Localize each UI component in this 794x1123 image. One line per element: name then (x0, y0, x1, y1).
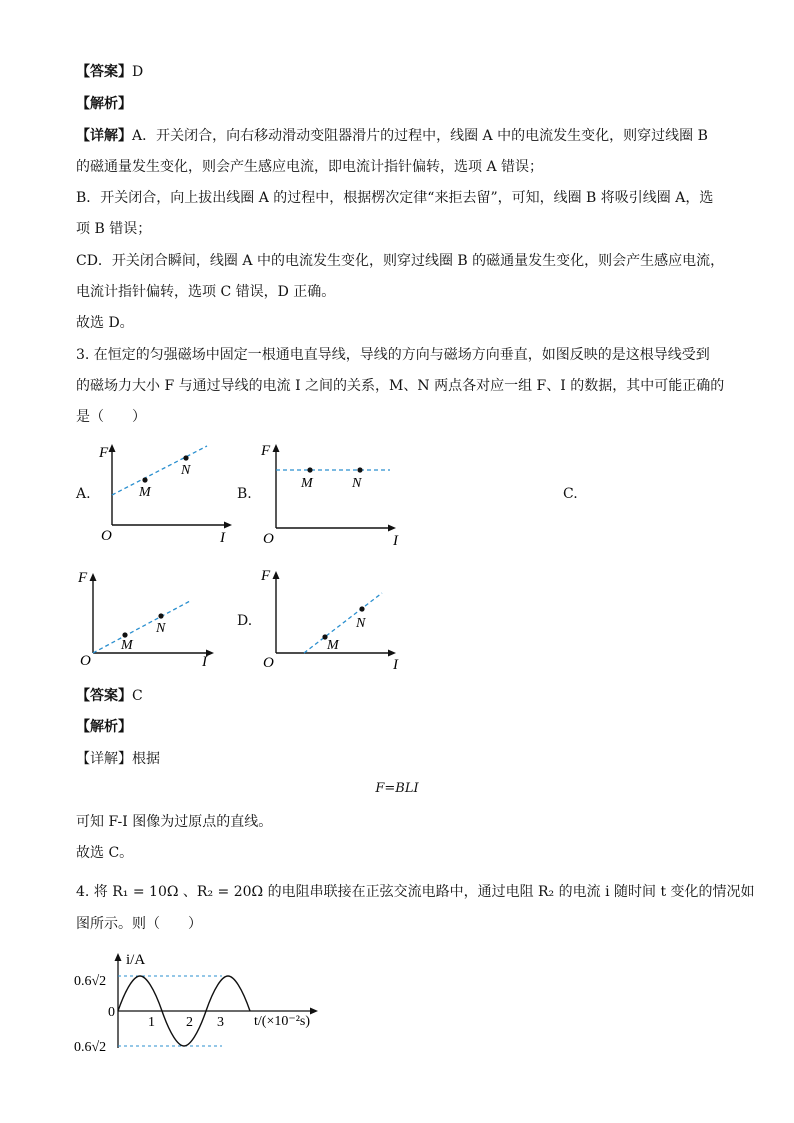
x-axis-label: t/(×10⁻²s) (254, 1014, 311, 1029)
f-axis-label: F (261, 443, 271, 459)
q2-detail-line-6: 电流计指针偏转，选项 C 错误，D 正确。 (76, 284, 336, 300)
x-tick-2: 2 (186, 1015, 193, 1030)
answer-tag: 【答案】 (76, 688, 132, 704)
q2-detail-line-2: 的磁通量发生变化，则会产生感应电流，即电流计指针偏转，选项 A 错误； (76, 159, 544, 175)
n-label: N (156, 621, 166, 636)
graph-a (95, 440, 240, 545)
detail-tag: 【详解】 (76, 128, 132, 144)
q3-stem-1: 3. 在恒定的匀强磁场中固定一根通电直导线，导线的方向与磁场方向垂直，如图反映的是这根导线受到 (76, 347, 710, 363)
i-axis-label: I (393, 657, 398, 673)
q2-text-1: A．开关闭合，向右移动滑动变阻器滑片的过程中，线圈 A 中的电流发生变化，则穿过线圈 B (132, 128, 708, 144)
q3-conclusion: 可知 F-I 图像为过原点的直线。 (76, 814, 273, 830)
y-axis-label: i/A (126, 952, 146, 968)
q2-detail-line-5: CD．开关闭合瞬间，线圈 A 中的电流发生变化，则穿过线圈 B 的磁通量发生变化，则会产生感应电流， (76, 253, 725, 269)
x-tick-1: 1 (148, 1015, 155, 1030)
q2-detail-line-7: 故选 D。 (76, 315, 134, 331)
q3-stem-2: 的磁场力大小 F 与通过导线的电流 I 之间的关系，M、N 两点各对应一组 F、I 的数据，其中可能正确的 (76, 378, 725, 394)
origin-label: O (263, 531, 274, 547)
q2-analysis-heading: 【解析】 (76, 96, 132, 112)
i-axis-label: I (220, 530, 225, 545)
m-label: M (301, 476, 313, 491)
current-time-graph (72, 944, 332, 1056)
q2-detail-line-1 (76, 126, 708, 146)
q3-answer (76, 686, 143, 706)
origin-label: O (80, 653, 91, 669)
origin-label: O (101, 528, 112, 544)
q3-stem-3: 是（ ） (76, 409, 146, 425)
answer-value: C (132, 688, 143, 704)
m-label: M (139, 485, 151, 500)
m-label: M (121, 638, 133, 653)
graph-d (258, 563, 408, 673)
q3-formula: F=BLI (375, 781, 419, 796)
graph-b (258, 438, 408, 550)
option-c-label: C. (563, 486, 578, 502)
f-axis-label: F (99, 445, 109, 461)
y-zero-label: 0 (108, 1005, 115, 1020)
f-axis-label: F (78, 570, 88, 586)
q3-detail: 【详解】根据 (76, 751, 160, 767)
y-top-label: 0.6√2 (74, 974, 107, 989)
graph-c (76, 565, 226, 671)
n-label: N (356, 616, 366, 631)
f-axis-label: F (261, 568, 271, 584)
q3-analysis-heading: 【解析】 (76, 719, 132, 735)
n-label: N (352, 476, 362, 491)
q4-stem-1: 4. 将 R₁ = 10Ω 、R₂ = 20Ω 的电阻串联接在正弦交流电路中，通过电阻 R₂ 的电流 i 随时间 t 变化的情况如 (76, 884, 755, 900)
option-b-label: B. (237, 486, 252, 502)
q4-stem-2: 图所示。则（ ） (76, 916, 202, 932)
origin-label: O (263, 655, 274, 671)
option-d-label: D. (237, 613, 253, 629)
option-a-label: A. (76, 486, 91, 502)
answer-tag: 【答案】 (76, 64, 132, 80)
q3-choose: 故选 C。 (76, 845, 134, 861)
q2-detail-line-3: B．开关闭合，向上拔出线圈 A 的过程中，根据楞次定律“来拒去留”，可知，线圈 B 将吸引线圈 A，选 (76, 190, 714, 206)
m-label: M (327, 638, 339, 653)
i-axis-label: I (393, 533, 398, 549)
q2-detail-line-4: 项 B 错误； (76, 221, 152, 237)
q2-answer (76, 62, 143, 82)
answer-value: D (132, 64, 144, 80)
x-tick-3: 3 (217, 1015, 224, 1030)
n-label: N (181, 463, 191, 478)
y-bottom-label: 0.6√2 (74, 1040, 107, 1055)
i-axis-label: I (202, 654, 207, 670)
